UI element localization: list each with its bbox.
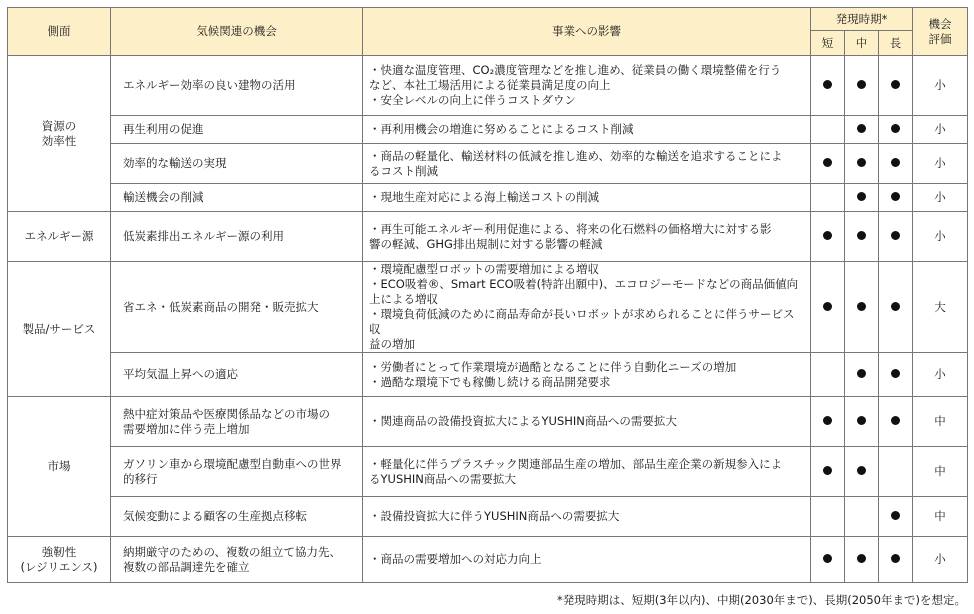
- filled-circle-icon: [857, 80, 866, 89]
- filled-circle-icon: [857, 416, 866, 425]
- opportunity-cell: [111, 144, 363, 184]
- climate-opportunities-table: [7, 7, 968, 583]
- aspect-text: エネルギー源: [24, 229, 94, 243]
- timing-mid-cell: [845, 537, 879, 583]
- impact-text: ・過酷な環境下でも稼働し続ける商品開発要求: [369, 374, 611, 389]
- filled-circle-icon: [857, 124, 866, 133]
- timing-long-cell: [879, 184, 913, 212]
- evaluation-cell: 小: [913, 56, 968, 116]
- aspect-cell: [8, 537, 111, 583]
- evaluation-cell: 小: [913, 353, 968, 397]
- filled-circle-icon: [823, 231, 832, 240]
- timing-short-cell: [811, 144, 845, 184]
- filled-circle-icon: [857, 231, 866, 240]
- opportunity-text: 納期厳守のための、複数の組立て協力先、: [123, 544, 342, 559]
- filled-circle-icon: [857, 158, 866, 167]
- filled-circle-icon: [891, 158, 900, 167]
- timing-mid-cell: [845, 184, 879, 212]
- impact-text: 益の増加: [369, 337, 415, 351]
- opportunity-text: 的移行: [123, 471, 158, 486]
- timing-long-cell: [879, 497, 913, 537]
- table-row: [8, 262, 968, 353]
- timing-long-cell: [879, 144, 913, 184]
- impact-cell: [363, 537, 811, 583]
- filled-circle-icon: [823, 158, 832, 167]
- opportunity-cell: [111, 212, 363, 262]
- opportunity-text: ガソリン車から環境配慮型自動車への世界: [123, 456, 342, 471]
- table-row: [8, 212, 968, 262]
- timing-mid-cell: [845, 144, 879, 184]
- impact-cell: [363, 447, 811, 497]
- filled-circle-icon: [891, 302, 900, 311]
- opportunity-text: 輸送機会の削減: [123, 190, 204, 204]
- filled-circle-icon: [891, 124, 900, 133]
- timing-mid-cell: [845, 56, 879, 116]
- opportunity-text: 需要増加に伴う売上増加: [123, 421, 250, 436]
- aspect-text: 市場: [47, 459, 71, 473]
- filled-circle-icon: [823, 554, 832, 563]
- table-row: [8, 397, 968, 447]
- opportunity-text: 低炭素排出エネルギー源の利用: [123, 229, 284, 243]
- impact-cell: [363, 184, 811, 212]
- impact-cell: [363, 497, 811, 537]
- opportunity-text: 熱中症対策品や医療関係品などの市場の: [123, 406, 330, 421]
- timing-long-cell: [879, 353, 913, 397]
- filled-circle-icon: [857, 369, 866, 378]
- timing-long-cell: [879, 397, 913, 447]
- impact-text: ・労働者にとって作業環境が過酷となることに伴う自動化ニーズの増加: [369, 359, 737, 374]
- aspect-cell: [8, 212, 111, 262]
- opportunity-text: 気候変動による顧客の生産拠点移転: [123, 509, 307, 523]
- header-short: 短: [811, 31, 845, 56]
- evaluation-cell: 小: [913, 144, 968, 184]
- table-row: [8, 447, 968, 497]
- opportunity-cell: [111, 56, 363, 116]
- opportunity-cell: [111, 116, 363, 144]
- evaluation-cell: 中: [913, 447, 968, 497]
- impact-text: ・再利用機会の増進に努めることによるコスト削減: [369, 122, 634, 136]
- filled-circle-icon: [891, 369, 900, 378]
- opportunity-cell: [111, 537, 363, 583]
- impact-text: 上による増収: [369, 292, 438, 306]
- header-eval-line1: 機会: [928, 16, 952, 31]
- impact-text: ・設備投資拡大に伴うYUSHIN商品への需要拡大: [369, 509, 620, 523]
- timing-long-cell: [879, 447, 913, 497]
- filled-circle-icon: [823, 302, 832, 311]
- impact-cell: [363, 353, 811, 397]
- timing-mid-cell: [845, 497, 879, 537]
- aspect-text: 製品/サービス: [22, 321, 96, 336]
- timing-mid-cell: [845, 116, 879, 144]
- filled-circle-icon: [823, 416, 832, 425]
- evaluation-cell: 大: [913, 262, 968, 353]
- impact-text: ・安全レベルの向上に伴うコストダウン: [369, 93, 576, 107]
- aspect-text: 効率性: [41, 133, 77, 148]
- table-row: [8, 116, 968, 144]
- opportunity-cell: [111, 447, 363, 497]
- opportunity-cell: [111, 262, 363, 353]
- timing-long-cell: [879, 116, 913, 144]
- aspect-cell: [8, 262, 111, 397]
- timing-short-cell: [811, 56, 845, 116]
- filled-circle-icon: [891, 192, 900, 201]
- impact-text: 響の軽減、GHG排出規制に対する影響の軽減: [369, 236, 603, 251]
- timing-mid-cell: [845, 397, 879, 447]
- impact-text: ・軽量化に伴うプラスチック関連部品生産の増加、部品生産企業の新規参入によ: [369, 456, 783, 471]
- impact-text: ・現地生産対応による海上輸送コストの削減: [369, 190, 599, 204]
- impact-cell: [363, 56, 811, 116]
- timing-mid-cell: [845, 262, 879, 353]
- timing-long-cell: [879, 262, 913, 353]
- filled-circle-icon: [891, 511, 900, 520]
- evaluation-cell: 中: [913, 497, 968, 537]
- impact-cell: [363, 212, 811, 262]
- timing-long-cell: [879, 56, 913, 116]
- timing-short-cell: [811, 212, 845, 262]
- header-timing: 発現時期*: [811, 8, 913, 31]
- filled-circle-icon: [891, 80, 900, 89]
- impact-text: ・環境配慮型ロボットの需要増加による増収: [369, 262, 599, 276]
- timing-short-cell: [811, 497, 845, 537]
- header-eval-line2: 評価: [928, 31, 952, 46]
- header-mid: 中: [845, 31, 879, 56]
- opportunity-text: 再生利用の促進: [123, 122, 204, 136]
- opportunity-text: エネルギー効率の良い建物の活用: [123, 78, 296, 92]
- impact-text: ・商品の需要増加への対応力向上: [369, 552, 542, 566]
- timing-long-cell: [879, 537, 913, 583]
- opportunity-text: 複数の部品調達先を確立: [123, 559, 250, 574]
- opportunity-cell: [111, 497, 363, 537]
- header-impact: 事業への影響: [363, 8, 811, 56]
- filled-circle-icon: [857, 192, 866, 201]
- filled-circle-icon: [857, 302, 866, 311]
- impact-text: るYUSHIN商品への需要拡大: [369, 471, 516, 486]
- table-row: [8, 56, 968, 116]
- filled-circle-icon: [823, 80, 832, 89]
- impact-text: るコスト削減: [369, 163, 438, 178]
- impact-text: など、本社工場活用による従業員満足度の向上: [369, 78, 611, 92]
- opportunity-cell: [111, 184, 363, 212]
- evaluation-cell: 小: [913, 184, 968, 212]
- impact-cell: [363, 262, 811, 353]
- impact-cell: [363, 116, 811, 144]
- evaluation-cell: 小: [913, 212, 968, 262]
- timing-short-cell: [811, 397, 845, 447]
- filled-circle-icon: [891, 231, 900, 240]
- aspect-cell: [8, 397, 111, 537]
- filled-circle-icon: [823, 466, 832, 475]
- aspect-cell: [8, 56, 111, 212]
- opportunity-text: 効率的な輸送の実現: [123, 156, 227, 170]
- table-row: [8, 537, 968, 583]
- evaluation-cell: 小: [913, 116, 968, 144]
- timing-mid-cell: [845, 353, 879, 397]
- opportunity-text: 平均気温上昇への適応: [123, 367, 238, 381]
- evaluation-cell: 小: [913, 537, 968, 583]
- header-evaluation: [913, 8, 968, 56]
- header-aspect: 側面: [8, 8, 111, 56]
- timing-short-cell: [811, 353, 845, 397]
- aspect-text: 強靭性: [41, 544, 77, 559]
- table-body: [8, 56, 968, 583]
- table-row: [8, 497, 968, 537]
- header-long: 長: [879, 31, 913, 56]
- footnote: *発現時期は、短期(3年以内)、中期(2030年まで)、長期(2050年まで)を想定。: [556, 593, 966, 607]
- timing-mid-cell: [845, 212, 879, 262]
- timing-long-cell: [879, 212, 913, 262]
- table-row: [8, 144, 968, 184]
- impact-text: ・ECO吸着®、Smart ECO吸着(特許出願中)、エコロジーモードなどの商品価値向: [369, 277, 799, 291]
- opportunity-text: 省エネ・低炭素商品の開発・販売拡大: [123, 299, 319, 314]
- aspect-text: (レジリエンス): [20, 559, 98, 574]
- table-row: [8, 184, 968, 212]
- impact-cell: [363, 144, 811, 184]
- impact-text: ・環境負荷低減のために商品寿命が長いロボットが求められることに伴うサービス収: [369, 307, 795, 336]
- aspect-text: 資源の: [41, 118, 77, 133]
- timing-short-cell: [811, 184, 845, 212]
- opportunity-cell: [111, 397, 363, 447]
- impact-text: ・関連商品の設備投資拡大によるYUSHIN商品への需要拡大: [369, 414, 677, 428]
- timing-short-cell: [811, 447, 845, 497]
- filled-circle-icon: [857, 554, 866, 563]
- impact-cell: [363, 397, 811, 447]
- timing-short-cell: [811, 537, 845, 583]
- header-opportunity: 気候関連の機会: [111, 8, 363, 56]
- filled-circle-icon: [857, 466, 866, 475]
- impact-text: ・再生可能エネルギー利用促進による、将来の化石燃料の価格増大に対する影: [369, 221, 772, 236]
- filled-circle-icon: [891, 554, 900, 563]
- timing-short-cell: [811, 116, 845, 144]
- timing-short-cell: [811, 262, 845, 353]
- table-row: [8, 353, 968, 397]
- timing-mid-cell: [845, 447, 879, 497]
- impact-text: ・商品の軽量化、輸送材料の低減を推し進め、効率的な輸送を追求することによ: [369, 148, 783, 163]
- filled-circle-icon: [891, 416, 900, 425]
- impact-text: ・快適な温度管理、CO₂濃度管理などを推し進め、従業員の働く環境整備を行う: [369, 63, 782, 77]
- opportunity-cell: [111, 353, 363, 397]
- evaluation-cell: 中: [913, 397, 968, 447]
